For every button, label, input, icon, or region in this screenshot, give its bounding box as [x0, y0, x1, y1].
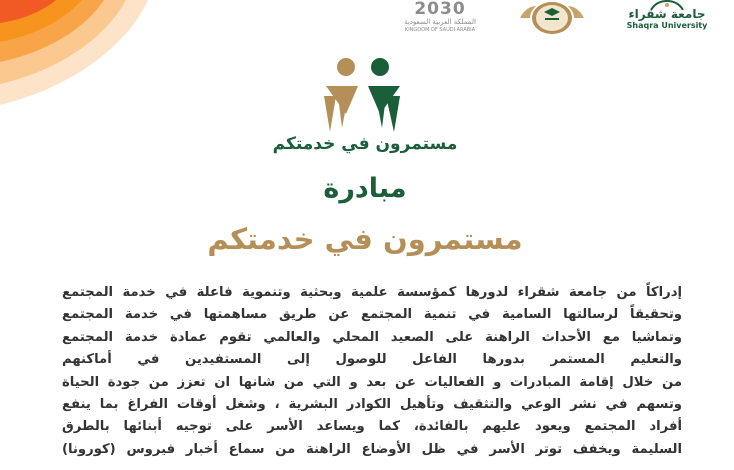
initiative-description	[62, 282, 682, 461]
decorative-corner-swoosh	[0, 0, 170, 120]
description-line: وتسهم في نشر الوعي والتثقيف وتأهيل الكوادر البشرية ، وشغل أوقات الفراغ بما ينفع	[62, 397, 682, 413]
description-line: السليمة ويخفف توتر الأسر في ظل الأوضاع الراهنة من سماع أخبار فيروس (كورونا)	[62, 441, 682, 457]
shaqra-university-logo	[622, 0, 712, 36]
initiative-title: مستمرون في خدمتكم	[207, 222, 523, 256]
emblem-slogan: مستمرون في خدمتكم	[272, 134, 458, 154]
initiative-emblem-icon	[322, 56, 406, 132]
description-line: وتماشيا مع الأحداث الراهنة على الصعيد المحلي والعالمي تقوم عمادة خدمة المجتمع	[62, 329, 682, 345]
university-crest-icon	[647, 0, 687, 10]
initiative-heading: مبادرة	[323, 173, 407, 204]
description-line: إدراكاً من جامعة شقراء لدورها كمؤسسة علمية وبحثية وتنموية فاعلة في خدمة المجتمع	[62, 285, 682, 300]
description-line: أفراد المجتمع ويعود عليهم بالفائدة، كما ويساعد الأسر على توجيه أبنائها بالطرق	[62, 419, 682, 435]
vision-number: 2030	[414, 0, 466, 19]
community-seal-logo	[516, 0, 588, 36]
header-logos	[364, 0, 712, 38]
university-name-english: Shaqra University	[626, 21, 708, 30]
description-line: من خلال إقامة المبادرات و الفعاليات عن بعد و التي من شانها ان تعزز من جودة الحياة	[62, 374, 682, 390]
university-name-arabic: جامعة شقراء	[628, 7, 706, 21]
vision-arabic-text: المملكة العربية السعودية	[404, 18, 476, 26]
description-line: وتحقيقاً لرسالتها السامية في تنمية المجتمع عن طريق مساهمتها في خدمة المجتمع	[62, 307, 682, 323]
vision-english-text: KINGDOM OF SAUDI ARABIA	[404, 27, 476, 33]
seal-emblem-icon	[516, 0, 588, 36]
vision-2030-logo	[400, 0, 480, 36]
description-line: والتعليم المستمر بدورها الفاعل للوصول إلى المستفيدين في أماكنهم	[62, 352, 682, 368]
